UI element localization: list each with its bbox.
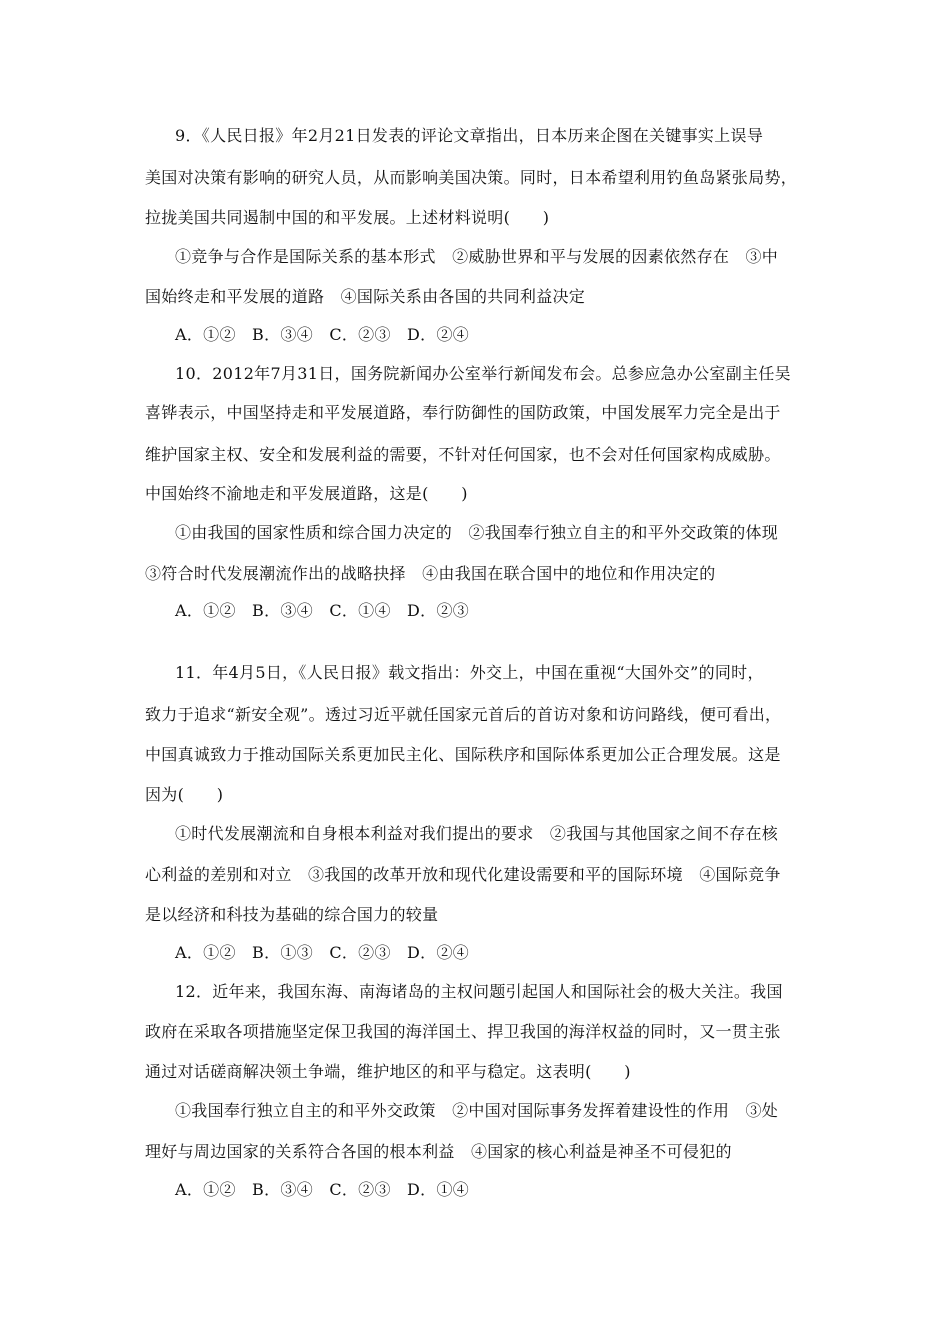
answer-choices: A．①② B．③④ C．①④ D．②③	[175, 601, 470, 620]
answer-choices: A．①② B．①③ C．②③ D．②④	[175, 943, 470, 962]
answer-choices: A．①② B．③④ C．②③ D．②④	[175, 325, 470, 344]
question-text-line: 通过对话磋商解决领土争端，维护地区的和平与稳定。这表明( )	[145, 1062, 631, 1081]
option-text-line: ①由我国的国家性质和综合国力决定的 ②我国奉行独立自主的和平外交政策的体现	[175, 523, 779, 542]
question-text-line: 中国始终不渝地走和平发展道路，这是( )	[145, 484, 468, 503]
question-text-line: 11．年4月5日，《人民日报》载文指出：外交上，中国在重视“大国外交”的同时，	[175, 663, 764, 682]
option-text-line: ①时代发展潮流和自身根本利益对我们提出的要求 ②我国与其他国家之间不存在核	[175, 824, 779, 843]
option-text-line: 理好与周边国家的关系符合各国的根本利益 ④国家的核心利益是神圣不可侵犯的	[145, 1142, 732, 1161]
question-text-line: 政府在采取各项措施坚定保卫我国的海洋国土、捍卫我国的海洋权益的同时，又一贯主张	[145, 1022, 781, 1041]
option-text-line: 国始终走和平发展的道路 ④国际关系由各国的共同利益决定	[145, 287, 586, 306]
option-text-line: 心利益的差别和对立 ③我国的改革开放和现代化建设需要和平的国际环境 ④国际竞争	[145, 865, 781, 884]
question-text-line: 美国对决策有影响的研究人员，从而影响美国决策。同时，日本希望利用钓鱼岛紧张局势，	[145, 168, 798, 187]
question-text-line: 12．近年来，我国东海、南海诸岛的主权问题引起国人和国际社会的极大关注。我国	[175, 982, 783, 1001]
option-text-line: ①我国奉行独立自主的和平外交政策 ②中国对国际事务发挥着建设性的作用 ③处	[175, 1101, 779, 1120]
answer-choices: A．①② B．③④ C．②③ D．①④	[175, 1180, 470, 1199]
option-text-line: ①竞争与合作是国际关系的基本形式 ②威胁世界和平与发展的因素依然存在 ③中	[175, 247, 779, 266]
question-text-line: 因为( )	[145, 785, 224, 804]
question-text-line: 喜铧表示，中国坚持走和平发展道路，奉行防御性的国防政策，中国发展军力完全是出于	[145, 403, 781, 422]
option-text-line: ③符合时代发展潮流作出的战略抉择 ④由我国在联合国中的地位和作用决定的	[145, 564, 716, 583]
question-text-line: 9．《人民日报》年2月21日发表的评论文章指出，日本历来企图在关键事实上误导	[175, 126, 764, 145]
question-text-line: 拉拢美国共同遏制中国的和平发展。上述材料说明( )	[145, 208, 550, 227]
question-text-line: 维护国家主权、安全和发展利益的需要，不针对任何国家，也不会对任何国家构成威胁。	[145, 445, 781, 464]
question-text-line: 中国真诚致力于推动国际关系更加民主化、国际秩序和国际体系更加公正合理发展。这是	[145, 745, 781, 764]
question-text-line: 10．2012年7月31日，国务院新闻办公室举行新闻发布会。总参应急办公室副主任吴	[175, 364, 791, 383]
option-text-line: 是以经济和科技为基础的综合国力的较量	[145, 905, 439, 924]
question-text-line: 致力于追求“新安全观”。透过习近平就任国家元首后的首访对象和访问路线，便可看出，	[145, 705, 782, 724]
